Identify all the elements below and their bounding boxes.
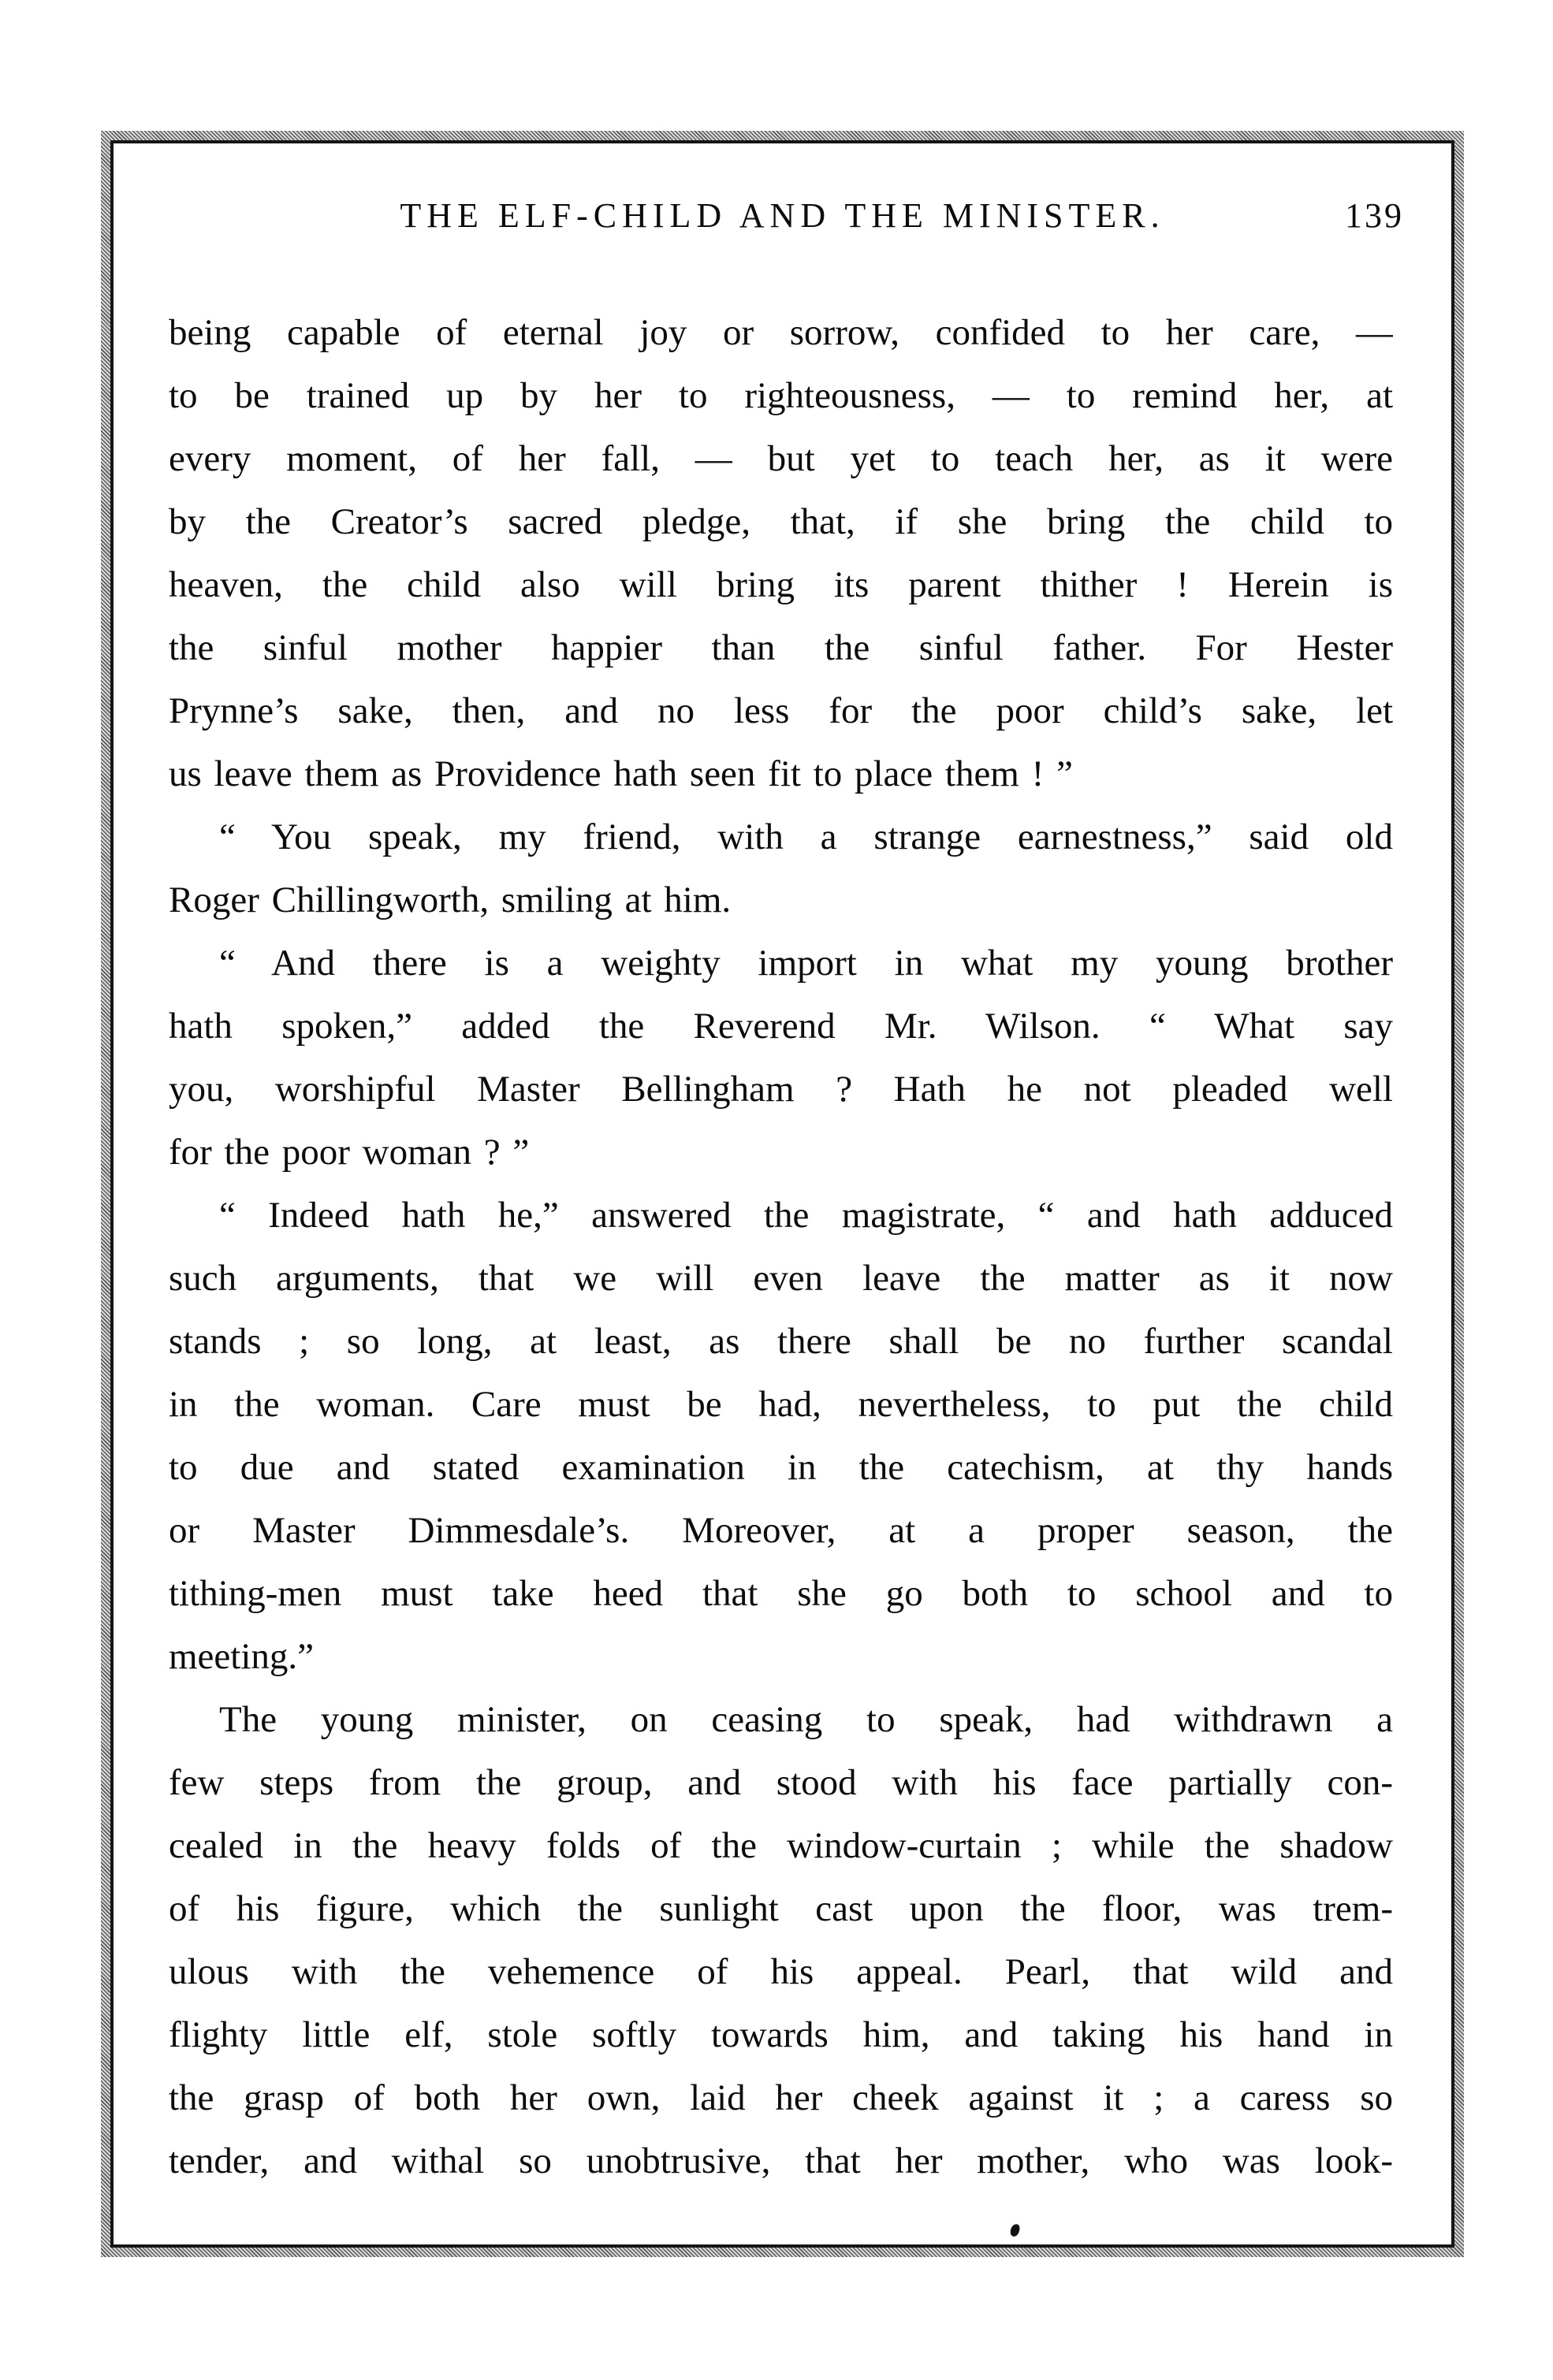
text-line: cealed in the heavy folds of the window-curtain ; while the shadow bbox=[169, 1825, 1393, 1866]
text-line: “ You speak, my friend, with a strange earnestness,” said old bbox=[219, 816, 1393, 857]
text-line: few steps from the group, and stood with his face partially con- bbox=[169, 1762, 1393, 1803]
text-line: to be trained up by her to righteousness, — to remind her, at bbox=[169, 375, 1393, 416]
running-header bbox=[161, 195, 1404, 236]
text-line: to due and stated examination in the catechism, at thy hands bbox=[169, 1447, 1393, 1488]
text-line: you, worshipful Master Bellingham ? Hath he not pleaded well bbox=[169, 1069, 1393, 1110]
text-line: or Master Dimmesdale’s. Moreover, at a proper season, the bbox=[169, 1510, 1393, 1551]
text-line: meeting.” bbox=[169, 1636, 315, 1677]
text-line: tithing-men must take heed that she go both to school and to bbox=[169, 1573, 1393, 1614]
text-line: the grasp of both her own, laid her cheek against it ; a caress so bbox=[169, 2077, 1393, 2118]
chapter-running-title: THE ELF-CHILD AND THE MINISTER. bbox=[400, 196, 1165, 235]
text-line: us leave them as Providence hath seen fit to place them ! ” bbox=[169, 753, 1073, 794]
text-line: by the Creator’s sacred pledge, that, if she bring the child to bbox=[169, 501, 1393, 542]
text-line: the sinful mother happier than the sinful father. For Hester bbox=[169, 627, 1393, 668]
text-line: of his figure, which the sunlight cast upon the floor, was trem- bbox=[169, 1888, 1393, 1929]
text-line: for the poor woman ? ” bbox=[169, 1132, 530, 1173]
text-line: flighty little elf, stole softly towards him, and taking his hand in bbox=[169, 2014, 1393, 2055]
page-text bbox=[169, 301, 1393, 2192]
text-line: heaven, the child also will bring its parent thither ! Herein is bbox=[169, 564, 1393, 605]
page-surface bbox=[110, 140, 1454, 2248]
text-line: every moment, of her fall, — but yet to teach her, as it were bbox=[169, 438, 1393, 479]
text-line: Prynne’s sake, then, and no less for the poor child’s sake, let bbox=[169, 690, 1393, 731]
text-line: “ Indeed hath he,” answered the magistrate, “ and hath adduced bbox=[219, 1195, 1393, 1236]
text-line: tender, and withal so unobtrusive, that her mother, who was look- bbox=[169, 2140, 1393, 2181]
text-line: in the woman. Care must be had, nevertheless, to put the child bbox=[169, 1384, 1393, 1425]
text-line: being capable of eternal joy or sorrow, confided to her care, — bbox=[169, 312, 1393, 353]
book-page-scan bbox=[101, 131, 1464, 2257]
text-line: The young minister, on ceasing to speak, had withdrawn a bbox=[219, 1699, 1393, 1740]
page-number: 139 bbox=[1345, 196, 1404, 235]
ink-speck bbox=[1009, 2223, 1020, 2237]
text-line: “ And there is a weighty import in what my young brother bbox=[219, 943, 1393, 984]
text-line: Roger Chillingworth, smiling at him. bbox=[169, 879, 732, 920]
text-line: ulous with the vehemence of his appeal. Pearl, that wild and bbox=[169, 1951, 1393, 1992]
text-line: hath spoken,” added the Reverend Mr. Wilson. “ What say bbox=[169, 1006, 1393, 1047]
text-line: stands ; so long, at least, as there shall be no further scandal bbox=[169, 1321, 1393, 1362]
text-line: such arguments, that we will even leave the matter as it now bbox=[169, 1258, 1393, 1299]
